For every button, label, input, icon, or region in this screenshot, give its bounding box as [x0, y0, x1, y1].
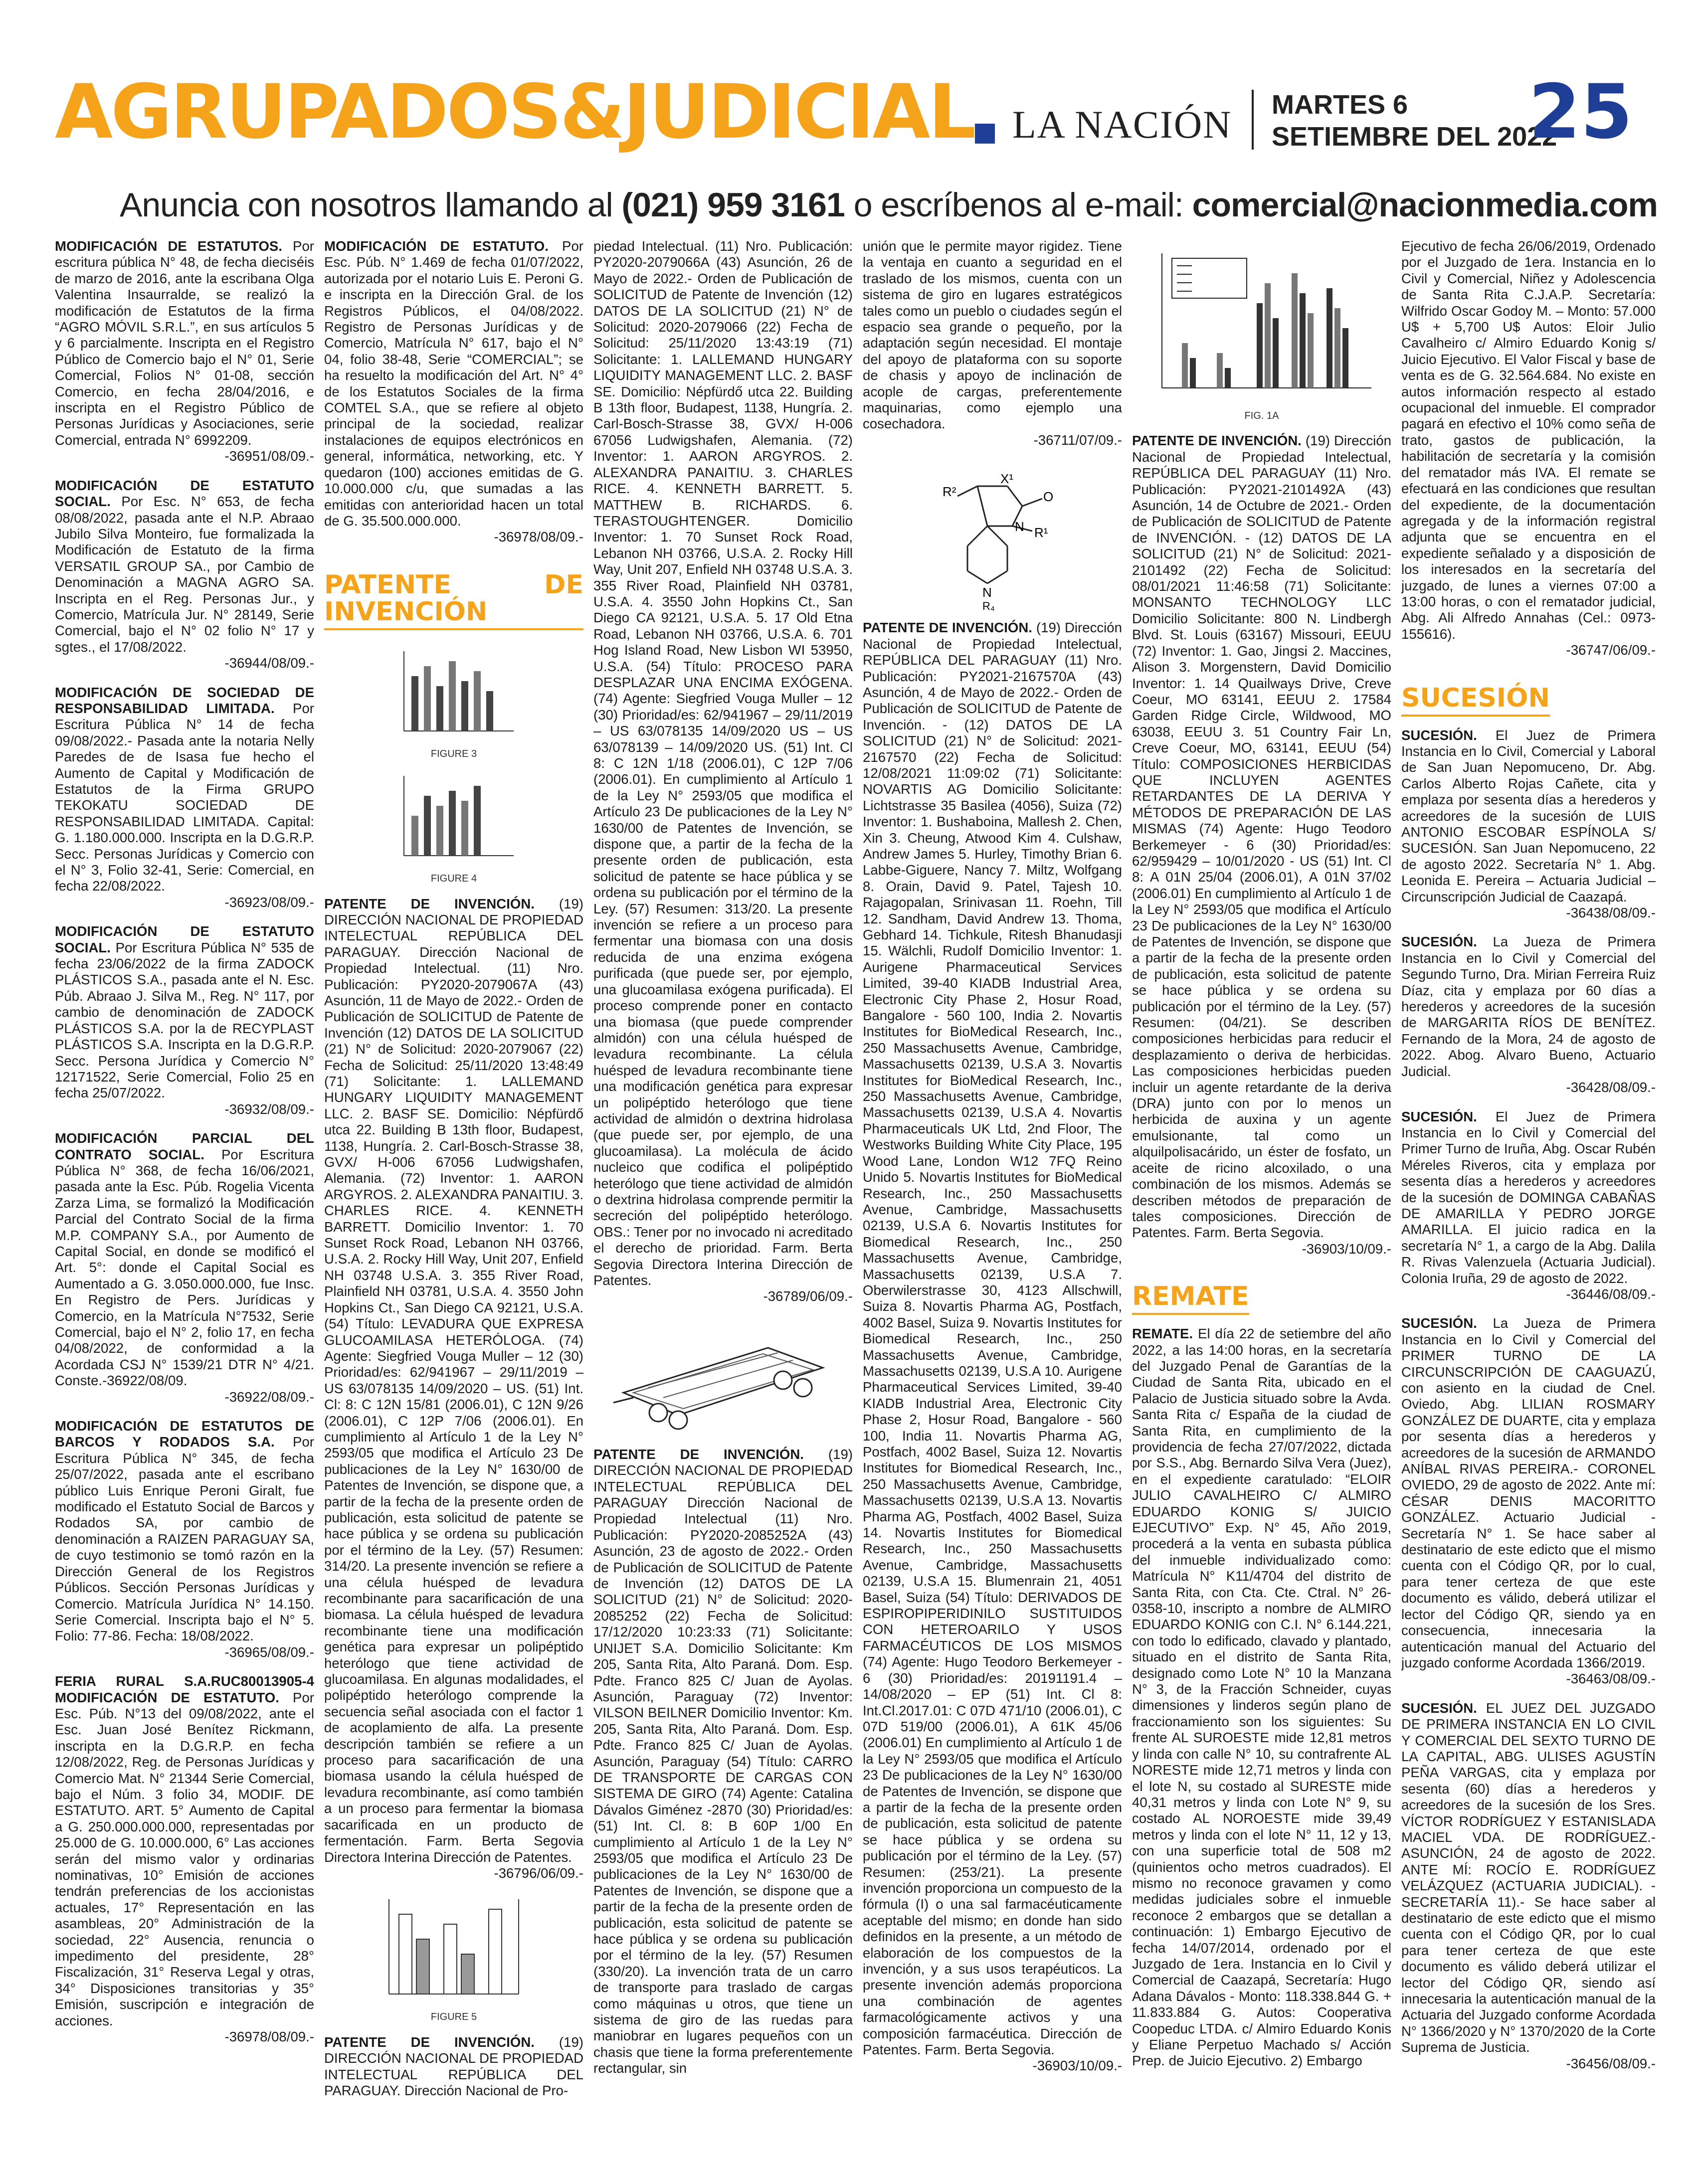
notice-body: (19) DIRECCIÓN NACIONAL DE PROPIEDAD INTELECTUAL REPÚBLICA DEL PARAGUAY Dirección Nacional de Propiedad Intelectual (11) Nro. Publicación: PY2020-2085252A (43) Asunción, 23 de agosto de 2022.- Orden de Publicación de SOLICITUD de Patente de Invención (12) DATOS DE LA SOLICITUD (21) N° de Solicitud: 2020-2085252 (22) Fecha de Solicitud: 17/12/2020 10:23:33 (71) Solicitante: UNIJET S.A. Domicilio Solicitante: Km 205, Santa Rita, Alto Paraná. Dom. Esp. Pdte. Franco 825 C/ Juan de Ayolas. Asunción, Paraguay (72) Inventor: VILSON BEILNER Domicilio Inventor: Km. 205, Santa Rita, Alto Paraná. Dom. Esp. Pdte. Franco 825 C/ Juan de Ayolas. Asunción, Paraguay (54) Título: CARRO DE TRANSPORTE DE CARGAS CON SISTEMA DE GIRO (74) Agente: Catalina Dávalos Giménez -2870 (30) Prioridad/es: (51) Int. Cl. 8: B 60P 1/00 En cumplimiento al Artículo 1 de la Ley N° 2593/05 que modifica el Artículo 23 De publicaciones de la Ley N° 1630/00 de Patentes de Invención, se dispone que a partir de la fecha de la presente orden de publicación, esta solicitud de patente se hace pública y se ordena su publicación por el término de la ley. (57) Resumen (330/20). La invención trata de un carro de transporte para traslado de cargas como máquinas u otros, que tiene un sistema de giro de las ruedas para maniobrar en lugares pequeños con un chasis que tiene la forma preferentemente rectangular, sin: [593, 1446, 853, 2076]
title-dot: [975, 124, 995, 144]
notice-body: piedad Intelectual. (11) Nro. Publicación: PY2020-2079066A (43) Asunción, 26 de Mayo de 2022.- Orden de Publicación de SOLICITUD de Patente de Invención (12) DATOS DE LA SOLICITUD (21) N° de Solicitud: 2020-2079066 (22) Fecha de Solicitud: 25/11/2020 13:43:19 (71) Solicitante: 1. LALLEMAND HUNGARY LIQUIDITY MANAGEMENT LLC. 2. BASF SE. Domicilio: Népfürdő utca 22. Building B 13th floor, Budapest, 1138, Hungría. 2. Carl-Bosch-Strasse 38, GVX/ H-006 67056 Ludwigshafen, Alemania. (72) Inventor: 1. AARON ARGYROS. 2. ALEXANDRA PANAITIU. 3. CHARLES RICE. 4. KENNETH BARRETT. 5. MATTHEW B. RICHARDS. 6. TERASTOUGHTENGER. Domicilio Inventor: 1. 70 Sunset Rock Road, Lebanon NH 03766, U.S.A. 2. Rocky Hill Way, Unit 207, Enfield NH 03748 U.S.A. 3. 355 River Road, Plainfield NH 03781, U.S.A. 4. 3550 John Hopkins Ct., San Diego CA 92121, U.S.A. 5. 17 Old Etna Road, Lebanon NH 03766, U.S.A. 6. 701 Hog Island Road, New Lisbon WI 53950, U.S.A. (54) Título: PROCESO PARA DESPLAZAR UNA ENCIMA EXÓGENA. (74) Agente: Siegfried Vouga Muller – 12 (30) Prioridad/es: 62/941967 – 29/11/2019 – US 63/078135 14/09/2020 US – US 63/078139 – 14/09/2020 US. (51) Int. Cl 8: C 12N 1/18 (2006.01), C 12P 7/06 (2006.01). En cumplimiento al Artículo 1 de la Ley N° 2593/05 que modifica el Artículo 23 De publicaciones de la Ley N° 1630/00 de Patentes de Invención, se dispone que, a partir de la fecha de la presente orden de publicación, esta solicitud de patente se hace pública y se ordena su publicación por el término de la Ley. (57) Resumen: 313/20. La presente invención se refiere a un proceso para fermentar una biomasa con una dosis reducida de una enzima exógena purificada (que puede ser, por ejemplo, una glucoamilasa exógena purificada). El proceso comprende poner en contacto una biomasa (que puede comprender almidón) con una célula huésped de levadura recombinante. La célula huésped de levadura recombinante tiene una modificación genética para expresar un polipéptido heterólogo que tiene actividad de almidón o dextrina hidrolasa (que puede ser, por ejemplo, de una glucoamilasa). La molécula de ácido nucleico que codifica el polipéptido heterólogo que tiene actividad de almidón o dextrina hidrolasa comprende permitir la secreción del polipéptido heterólogo. OBS.: Tener por no invocado ni acreditado el derecho de prioridad. Farm. Berta Segovia Directora Interina Dirección de Patentes.: [593, 238, 853, 1288]
notice-heading: SUCESIÓN.: [1401, 1108, 1477, 1124]
notice-ref: -36428/08/09.-: [1566, 1080, 1656, 1095]
notice-body: Por Esc. Púb. N°13 del 09/08/2022, ante el Esc. Juan José Benítez Rickmann, inscripta en la D.G.R.P. en fecha 12/08/2022, Reg. de Personas Jurídicas y Comercio Mat. N° 21344 Serie Comercial, bajo el Núm. 3 folio 34, MODIF. DE ESTATUTO. ART. 5° Aumento de Capital a G. 250.000.000.000, representadas por 25.000 de G. 10.000.000, 6° Las acciones serán del mismo valor y ordinarias nominativas, 10° Emisión de acciones tendrán preferencias de los accionistas actuales, 17° Representación en las asambleas, 20° Administración de la sociedad, 22° Ausencia, renuncia o impedimento del presidente, 28° Fiscalización, 31° Reserva Legal y otras, 34° Disposiciones transitorias y 35° Emisión, suscripción e integración de acciones.: [55, 1689, 314, 2028]
chem-label-x1: X¹: [1000, 471, 1013, 487]
notice-body: El día 22 de setiembre del año 2022, a las 14:00 horas, en la secretaría del Juzgado Penal de Garantías de la Ciudad de Santa Rita, ubicado en el Palacio de Justicia situado sobre la Avda. Santa Rita c/ España de la ciudad de Santa Rita, en cumplimiento de la providencia de fecha 27/07/2022, dictada por S.S., Abg. Bernardo Silva Vera (Juez), en el expediente caratulado: “ELOIR JULIO CAVALHEIRO C/ ALMIRO EDUARDO KONIG S/ JUICIO EJECUTIVO” Exp. N° 45, Año 2019, procederá a la venta en subasta pública del inmueble individualizado como: Matrícula N° K11/4704 del distrito de Santa Rita, con Cta. Cte. Ctral. N° 26-0358-10, inscripto a nombre de ALMIRO EDUARDO KONIG con C.I. N° 6.144.221, con todo lo edificado, clavado y plantado, situado en el distrito de Santa Rita, designado como Lote N° 10 la Manzana N° 3, de la Fracción Schneider, cuyas dimensiones y linderos según plano de fraccionamiento son los siguientes: Su frente AL SUROESTE mide 12,81 metros y linda con calle N° 10, su contrafrente AL NORESTE mide 12,71 metros y linda con el lote N, su costado al SURESTE mide 40,31 metros y linda con Lote N° 9, su costado AL NOROESTE mide 39,49 metros y linda con el lote N° 11, 12 y 13, con una superficie total de 508 m2 (quinientos ocho metros cuadrados). El mismo no reconoce gravamen y como medidas judiciales sobre el inmueble reconoce 2 embargos que se detallan a continuación: 1) Embargo Ejecutivo de fecha 14/07/2014, ordenado por el Juzgado de 1era. Instancia en lo Civil y Comercial de Caazapá, Secretaría: Hugo Adana Dávalos - Monto: 118.338.844 G. + 11.833.884 G. Autos: Cooperativa Coopeduc LTDA. c/ Almiro Eduardo Konis y Eliane Perpetuo Machado s/ Acción Prep. de Juicio Ejecutivo. 2) Embargo: [1132, 1326, 1391, 2069]
banner-prefix: Anuncia con nosotros llamando al: [120, 186, 622, 224]
column-5: [1132, 238, 1391, 2148]
chemical-structure: [913, 461, 1072, 611]
column-1: [55, 238, 314, 2148]
notice-patente-enzima: [593, 238, 853, 1305]
figure-5: [369, 1894, 539, 2025]
notice-entry: [55, 923, 314, 1117]
figure-3-caption: FIGURE 3: [430, 748, 477, 759]
notice-heading: REMATE.: [1132, 1326, 1193, 1342]
chemical-structure-drawing: [913, 461, 1072, 611]
figure-1a-caption: FIG. 1A: [1244, 410, 1279, 421]
issue-month-year: SETIEMBRE DEL 2022: [1272, 122, 1557, 152]
notice-heading: SUCESIÓN.: [1401, 727, 1477, 743]
notice-ref: -36951/08/09.-: [224, 448, 314, 464]
notice-body: Por Escritura Pública N° 368, de fecha 16/06/2021, pasada ante la Esc. Púb. Rogelia Vicenta Zarza Lima, se formalizó la Modificación Parcial del Contrato Social de la firma M.P. COMPANY S.A., por Aumento de Capital Social, en donde se modificó el Art. 5°: donde el Capital Social es Aumentado a G. 3.050.000.000, fue Insc. En Registro de Pers. Jurídicas y Comercio, en la Matrícula N°7532, Serie Comercial, bajo el N° 2, folio 17, en fecha 04/08/2022, de conformidad a la Acordada CSJ N° 1539/21 DTR N° 4/21. Conste.-36922/08/09.: [55, 1146, 314, 1389]
figure-3: [389, 646, 519, 762]
notice-heading: SUCESIÓN.: [1401, 1315, 1477, 1331]
notice-ref: -36903/10/09.-: [1302, 1241, 1391, 1257]
notice-body: Por Esc. N° 653, de fecha 08/08/2022, pasada ante el N.P. Abraao Jubilo Silva Monteiro, fue formalizada la Modificación de Estatuto de la firma VERSATIL GROUP SA., por Cambio de Denominación a MAGNA AGRO SA. Inscripta en el Reg. Personas Jur., y Comercio, Matrícula Jur. N° 28149, Serie Comercial, bajo el N° 02 folio N° 17 y sgtes., el 17/08/2022.: [55, 494, 314, 655]
figure-5-chart: [369, 1894, 539, 2009]
figure-3-chart: [389, 646, 519, 746]
notice-ref: -36456/08/09.-: [1566, 2055, 1656, 2071]
section-title: AGRUPADOS&JUDICIAL: [55, 69, 974, 156]
notice-body: (19) DIRECCIÓN NACIONAL DE PROPIEDAD INTELECTUAL REPÚBLICA DEL PARAGUAY. Dirección Nacional de Propiedad Intelectual. (11) Nro. Publicación: PY2020-2079067A (43) Asunción, 11 de Mayo de 2022.- Orden de Publicación de SOLICITUD de Patente de Invención (12) DATOS DE LA SOLICITUD (21) N° de Solicitud: 2020-2079067 (22) Fecha de Solicitud: 25/11/2020 13:48:49 (71) Solicitante: 1. LALLEMAND HUNGARY LIQUIDITY MANAGEMENT LLC. 2. BASF SE. Domicilio: Népfürdő utca 22. Building B 13th floor, Budapest, 1138, Hungría. 2. Carl-Bosch-Strasse 38, GVX/ H-006 67056 Ludwigshafen, Alemania. (72) Inventor: 1. AARON ARGYROS. 2. ALEXANDRA PANAITIU. 3. CHARLES RICE. 4. KENNETH BARRETT. Domicilio Inventor: 1. 70 Sunset Rock Road, Lebanon NH 03766, U.S.A. 2. Rocky Hill Way, Unit 207, Enfield NH 03748 U.S.A. 3. 355 River Road, Plainfield NH 03781, U.S.A. 4. 3550 John Hopkins Ct., San Diego CA 92121, U.S.A. (54) Título: LEVADURA QUE EXPRESA GLUCOAMILASA HETERÓLOGA. (74) Agente: Siegfried Vouga Muller – 12 (30) Prioridad/es: 62/941967 – 29/11/2019 – US 63/078135 14/09/2020 – US. (51) Int. Cl: 8: C 12N 15/81 (2006.01), C 12N 9/26 (2006.01), C 12P 7/06 (2006.01). En cumplimiento al Artículo 1 de la Ley N° 2593/05 que modifica el Artículo 23 De publicaciones de la Ley N° 1630/00 de Patentes de Invención, se dispone que, a partir de la fecha de la presente orden de publicación, esta solicitud de patente se hace pública y se ordena su publicación por el término de la Ley. (57) Resumen: 314/20. La presente invención se refiere a una célula huésped de levadura recombinante para sacarificación de una biomasa. La célula huésped de levadura recombinante tiene una modificación genética para expresar un polipéptido heterólogo que tiene actividad de glucoamilasa. En algunas modalidades, el polipéptido heterólogo comprende la secuencia señal asociada con el factor 1 de acoplamiento de alfa. La presente descripción también se refiere a un proceso para sacarificación de una biomasa usando la célula huésped de levadura recombinante, así como también a un proceso para fermentar la biomasa sacarificada en un producto de fermentación. Farm. Berta Segovia Directora Interina Dirección de Patentes.: [324, 896, 583, 1865]
column-4: [863, 238, 1122, 2148]
notice-entry: [1401, 238, 1656, 659]
notice-ref: -36711/07/09.-: [1033, 432, 1122, 448]
notice-heading: PATENTE DE INVENCIÓN.: [593, 1446, 804, 1462]
notice-ref: -36965/08/09.-: [224, 1644, 314, 1660]
notice-body: Por Esc. Púb. N° 1.469 de fecha 01/07/2022, autorizada por el notario Luis E. Peroni G. e inscripta en la Dirección Gral. de los Registros Públicos, el 04/08/2022. Registro de Personas Jurídicas y de Comercio, Matrícula N° 617, bajo el N° 04, folio 38-48, Serie “COMERCIAL”; se ha resuelto la modificación del Art. N° 4° de los Estatutos Sociales de la firma COMTEL S.A., que se refiere al objeto principal de la sociedad, realizar instalaciones de equipos electrónicos en general, informática, networking, etc. Y quedaron (100) acciones emitidas de G. 10.000.000 c/u, que sumadas a las emitidas con anterioridad hacen un total de G. 35.500.000.000.: [324, 238, 583, 529]
banner-phone: (021) 959 3161: [621, 186, 845, 224]
notice-entry: [55, 1418, 314, 1660]
notice-heading: PATENTE DE INVENCIÓN.: [1132, 433, 1302, 449]
notice-entry: [1401, 727, 1656, 921]
figure-4-chart: [389, 771, 519, 871]
chem-label-n-ring: N: [982, 585, 992, 600]
chem-label-r2: R²: [943, 484, 956, 500]
figure-4: [389, 771, 519, 887]
notice-patente-monsanto: [1132, 433, 1391, 1257]
notice-ref: -36923/08/09.-: [224, 894, 314, 910]
notice-entry: [55, 478, 314, 672]
notice-ref: -36903/10/09.-: [1032, 2058, 1122, 2074]
chem-label-r4: R₄: [982, 600, 995, 611]
notice-patente-continua: [324, 2034, 583, 2099]
figure-5-caption: FIGURE 5: [430, 2011, 477, 2023]
notice-ref: -36978/08/09.-: [494, 529, 583, 545]
notice-heading: MODIFICACIÓN DE ESTATUTO SOCIAL.: [55, 923, 314, 955]
masthead: [55, 69, 1651, 175]
notice-entry: [1401, 1315, 1656, 1687]
notice-body: unión que le permite mayor rigidez. Tiene la ventaja en cuanto a seguridad en el traslado de los mismos, cuenta con un sistema de giro en lugares estratégicos tales como un pueblo o ciudades según el espacio sea grande o pequeño, por la adaptación según necesidad. El montaje del apoyo de plataforma con su soporte de chasis y apoyo de inclinación de acople de cargas, preferentemente maquinarias, como ejemplo una cosechadora.: [863, 238, 1122, 432]
figure-4-caption: FIGURE 4: [430, 873, 477, 885]
notice-heading: MODIFICACIÓN DE ESTATUTO.: [324, 238, 549, 254]
notice-comtel: [324, 238, 583, 545]
notice-patente-carro: [593, 1447, 853, 2077]
chem-label-r1: R¹: [1034, 525, 1048, 541]
notice-ref: -36922/08/09.-: [224, 1389, 314, 1405]
notice-ref: -36796/06/09.-: [494, 1865, 583, 1881]
notice-heading: SUCESIÓN.: [1401, 934, 1477, 950]
notice-heading: MODIFICACIÓN DE ESTATUTO SOCIAL.: [55, 477, 314, 510]
notice-body: El Juez de Primera Instancia en lo Civil y Comercial del Primer Turno de Iruña, Abg. Oscar Rubén Méreles Riveros, cita y emplaza por sesenta días a herederos y acreedores de la sucesión de DOMINGA CABAÑAS DE AMARILLA Y PEDRO JORGE AMARILLA. El juicio radica en la secretaría N° 1, a cargo de la Abg. Dalila R. Rivas Valenzuela (Actuaria Judicial). Colonia Iruña, 29 de agosto de 2022.: [1401, 1108, 1656, 1286]
column-2: [324, 238, 583, 2148]
notice-body: La Jueza de Primera Instancia en lo Civil y Comercial del PRIMER TURNO DE LA CIRCUNSCRIPCIÓN DE CAAGUAZÚ, con asiento en la ciudad de Cnel. Oviedo, Abg. LILIAN ROSMARY GONZÁLEZ DE DUARTE, cita y emplaza por sesenta días a herederos y acreedores de la sucesión de ARMANDO ANÍBAL RIVAS PEREIRA.- CORONEL OVIEDO, 29 de agosto de 2022. Ante mí: CÉSAR DENIS MACORITTO GONZÁLEZ. Actuario Judicial - Secretaría N° 1. Se hace saber al destinatario de este edicto que el mismo cuenta con el Código QR, por lo cual, para tener certeza de que este documento es válido, deberá utilizar el lector del Código QR, siendo ya en consecuencia, innecesaria la autenticación manual del Actuario del juzgado conforme Acordada 1366/2019.: [1401, 1315, 1656, 1670]
notice-heading: MODIFICACIÓN DE ESTATUTOS.: [55, 238, 282, 254]
notice-body: Por Escritura Pública N° 535 de fecha 23/06/2022 de la firma ZADOCK PLÁSTICOS S.A., pasada ante el N. Esc. Púb. Abraao J. Silva M., Reg. N° 117, por cambio de denominación de ZADOCK PLÁSTICOS S.A. por la de RECYPLAST PLÁSTICOS S.A. Inscripta en la D.G.R.P. Secc. Persona Jurídica y Comercio N° 12171522, Serie Comercial, Folio 25 en fecha 25/07/2022.: [55, 939, 314, 1101]
notice-heading: MODIFICACIÓN PARCIAL DEL CONTRATO SOCIAL.: [55, 1130, 314, 1162]
notice-heading: SUCESIÓN.: [1401, 1700, 1477, 1716]
section-header-sucesion: SUCESIÓN: [1401, 685, 1550, 717]
notice-remate: [1132, 1326, 1391, 2069]
chem-label-n: N: [1015, 519, 1024, 535]
notice-entry: [1401, 1700, 1656, 2072]
banner-email: comercial@nacionmedia.com: [1192, 186, 1658, 224]
cart-drawing: [603, 1318, 843, 1438]
notice-entry: [55, 1130, 314, 1405]
notice-ref: -36944/08/09.-: [224, 655, 314, 671]
notice-body: Por escritura pública N° 48, de fecha dieciséis de marzo de 2016, ante la escribana Olga Valentina Insaurralde, se realizó la modificación de Estatutos de la firma “AGRO MÓVIL S.R.L.”, en sus artículos 5 y 6 parcialmente. Inscripta en el Registro Público de Comercio bajo el N° 01, Serie Comercial, Folios N° 01-08, sección Comercio, en fecha 28/04/2016, e inscripta en el Registro Público de Personas Jurídicas y Asociaciones, serie Comercial, entrada N° 6992209.: [55, 238, 314, 448]
page-number: 25: [1528, 69, 1633, 156]
issue-day: MARTES 6: [1272, 90, 1408, 120]
notice-body: EL JUEZ DEL JUZGADO DE PRIMERA INSTANCIA EN LO CIVIL Y COMERCIAL DEL SEXTO TURNO DE LA CAPITAL, ABG. ULISES AGUSTÍN PEÑA VARGAS, cita y emplaza por sesenta (60) días a herederos y acreedores de la sucesión de los Sres. VÍCTOR RODRÍGUEZ Y ESTANISLADA MACIEL VDA. DE RODRÍGUEZ.- ASUNCIÓN, 24 de agosto de 2022. ANTE MÍ: ROCÍO E. RODRÍGUEZ VELÁZQUEZ (ACTUARIA JUDICIAL). -SECRETARÍA 11).- Se hace saber al destinatario de este edicto que el mismo cuenta con el Código QR, por lo cual para tener certeza de que este documento es válido deberá utilizar el lector del Código QR, siendo así innecesaria la autenticación manual de la Actuaria del Juzgado conforme Acordada N° 1366/2020 y N° 1370/2020 de la Corte Suprema de Justicia.: [1401, 1700, 1656, 2055]
notice-patente-levadura: [324, 896, 583, 1882]
notice-body: Ejecutivo de fecha 26/06/2019, Ordenado por el Juzgado de 1era. Instancia en lo Civil y Comercial, Niñez y Adolescencia de Santa Rita C.J.A.P. Secretaría: Wilfrido Oscar Godoy M. – Monto: 57.000 U$ + 5,700 U$ Autos: Eloir Julio Cavalheiro c/ Almiro Eduardo Konig s/ Juicio Ejecutivo. El Valor Fiscal y base de venta es de G. 32.564.684. No existe en autos información respecto al estado ocupacional del inmueble. El comprador pagará en efectivo el 10% como seña de trato, gastos de publicación, la habilitación de secretaría y la comisión del rematador más IVA. El remate se efectuará en las condiciones que resultan del expediente, de la documentación agregada y de la información registral adjunta que se encuentra en el expediente señalado y a disposición de los interesados en la secretaría del juzgado, de lunes a viernes 07:00 a 13:00 horas, o con el rematador judicial, Abg. Ali Alfredo Annahas (Cel.: 0973-155616).: [1401, 238, 1656, 642]
masthead-divider: [1252, 90, 1254, 150]
banner-middle: o escríbenos al e-mail:: [844, 186, 1192, 224]
notice-entry: [55, 238, 314, 465]
notice-ref: -36446/08/09.-: [1566, 1286, 1656, 1302]
column-6: [1401, 238, 1656, 2148]
figure-1a-chart: [1142, 243, 1381, 408]
advertising-banner: [120, 185, 1658, 224]
figure-1a: [1142, 243, 1381, 424]
notice-ref: -36789/06/09.-: [763, 1288, 853, 1304]
notice-heading: PATENTE DE INVENCIÓN.: [324, 896, 535, 911]
section-header-patente: PATENTE DE INVENCIÓN: [324, 571, 583, 630]
newspaper-brand: LA NACIÓN: [1012, 103, 1232, 146]
notice-body: El Juez de Primera Instancia en lo Civil, Comercial y Laboral de San Juan Nepomuceno, Dr. Abg. Carlos Alberto Rojas Cañete, cita y emplaza por sesenta días a herederos y acreedores de la sucesión de LUIS ANTONIO ESCOBAR ESPÍNOLA S/ SUCESIÓN. San Juan Nepomuceno, 22 de agosto 2022. Secretaría N° 1. Abg. Leonida E. Pereira – Actuaria Judicial – Circunscripción Judicial de Caazapá.: [1401, 727, 1656, 905]
notice-entry: [1401, 934, 1656, 1095]
notice-body: (19) DIRECCIÓN NACIONAL DE PROPIEDAD INTELECTUAL REPÚBLICA DEL PARAGUAY. Dirección Nacional de Pro-: [324, 2034, 583, 2098]
notice-body: (19) Dirección Nacional de Propiedad Intelectual, REPÚBLICA DEL PARAGUAY (11) Nro. Publicación: PY2021-2101492A (43) Asunción, 14 de Octubre de 2021.- Orden de Publicación de SOLICITUD de Patente de INVENCIÓN. - (12) DATOS DE LA SOLICITUD (21) N° de Solicitud: 2021-2101492 (22) Fecha de Solicitud: 08/01/2021 11:46:58 (71) Solicitante: MONSANTO TECHNOLOGY LLC Domicilio Solicitante: 800 N. Lindbergh Blvd. St. Louis (63167) Missouri, EEUU (72) Inventor: 1. Gao, Jingsi 2. Maccines, Alison 3. Morgenstern, David Domicilio Inventor: 1. 14 Quailways Drive, Creve Coeur, MO 63141, EEUU 2. 17584 Garden Ridge Circle, Wildwood, MO 63038, EEUU 3. 51 Country Fair Ln, Creve Coeur, MO, 63141, EEUU (54) Título: COMPOSICIONES HERBICIDAS QUE INCLUYEN AGENTES RETARDANTES DE LA DERIVA Y MÉTODOS DE PREPARACIÓN DE LAS MISMAS (74) Agente: Hugo Teodoro Berkemeyer - 6 (30) Prioridad/es: 62/959429 – 10/01/2020 - US (51) Int. Cl 8: A 01N 25/04 (2006.01), A 01N 37/02 (2006.01) En cumplimiento al Artículo 1 de la Ley N° 2593/05 que modifica el Artículo 23 De publicaciones de la Ley N° 1630/00 de Patentes de Invención, se dispone que a partir de la fecha de la presente orden de publicación, esta solicitud de patente se hace pública y se ordena su publicación por el término de la Ley. (57) Resumen: (04/21). Se describen composiciones herbicidas para reducir el desplazamiento o deriva de herbicidas. Las composiciones herbicidas pueden incluir un agente retardante de la deriva (DRA) junto con por lo menos un herbicida de auxina y un agente emulsionante, tal como un alquilpolisacárido, un éster de fosfato, un aceite de ricino alcoxilado, o una combinación de los mismos. Además se describen métodos de preparación de tales composiciones. Dirección de Patentes. Farm. Berta Segovia.: [1132, 433, 1391, 1241]
notice-body: Por Escritura Pública N° 14 de fecha 09/08/2022.- Pasada ante la notaria Nelly Paredes de de Isasa fue hecho el Aumento de Capital y Modificación de Estatutos de la Firma GRUPO TEKOKATU SOCIEDAD DE RESPONSABILIDAD LIMITADA. Capital: G. 1.180.000.000. Inscripta en la D.G.R.P. Secc. Personas Jurídicas y Comercio con el N° 3, Folio 32-41, Serie: Comercial, en fecha 22/08/2022.: [55, 700, 314, 894]
notice-body: Por Escritura Pública N° 345, de fecha 25/07/2022, pasada ante el escribano público Luis Enrique Peroni Giralt, fue modificado el Estatuto Social de Barcos y Rodados SA, por cambio de denominación a RAIZEN PARAGUAY SA, de cuyo testimonio se tomó razón en la Dirección General de los Registros Públicos. Sección Personas Jurídicas y Comercio. Matrícula Jurídica N° 14.150. Serie Comercial. Inscripta bajo el N° 5. Folio: 77-86. Fecha: 18/08/2022.: [55, 1434, 314, 1644]
notice-patente-novartis: [863, 620, 1122, 2074]
notice-ref: -36978/08/09.-: [224, 2029, 314, 2045]
notice-entry: [55, 1673, 314, 2045]
notice-ref: -36438/08/09.-: [1566, 905, 1656, 921]
notice-body: La Jueza de Primera Instancia en lo Civil y Comercial del Segundo Turno, Dra. Mirian Ferreira Ruiz Díaz, cita y emplaza por 60 días a herederos y acreedores de la sucesión de MARGARITA RÍOS DE BENÍTEZ. Fernando de la Mora, 24 de agosto de 2022. Abog. Alvaro Bueno, Actuario Judicial.: [1401, 934, 1656, 1079]
notice-carro-continua: [863, 238, 1122, 448]
section-header-remate: REMATE: [1132, 1283, 1249, 1315]
notice-ref: -36932/08/09.-: [224, 1101, 314, 1117]
cart-illustration: [603, 1318, 843, 1438]
issue-date: [1272, 89, 1557, 153]
notice-heading: MODIFICACIÓN DE SOCIEDAD DE RESPONSABILIDAD LIMITADA.: [55, 684, 314, 716]
notice-entry: [55, 685, 314, 911]
notice-ref: -36747/06/09.-: [1566, 642, 1656, 658]
notice-body: (19) Dirección Nacional de Propiedad Intelectual, REPÚBLICA DEL PARAGUAY (11) Nro. Publicación: PY2021-2167570A (43) Asunción, 4 de Mayo de 2022.- Orden de Publicación de SOLICITUD de Patente de Invención. - (12) DATOS DE LA SOLICITUD (21) N° de Solicitud: 2021-2167570 (22) Fecha de Solicitud: 12/08/2021 11:09:02 (71) Solicitante: NOVARTIS AG Domicilio Solicitante: Lichtstrasse 35 Basilea (4056), Suiza (72) Inventor: 1. Bushaboina, Mallesh 2. Chen, Xin 3. Cheung, Atwood Kim 4. Culshaw, Andrew James 5. Hurley, Timothy Brian 6. Labbe-Giguere, Nancy 7. Miltz, Wolfgang 8. Orain, David 9. Patel, Tajesh 10. Rajagopalan, Srinivasan 11. Roehn, Till 12. Sandham, David Andrew 13. Thoma, Gebhard 14. Tichkule, Ritesh Bhanudasji 15. Wälchli, Rudolf Domicilio Inventor: 1. Aurigene Pharmaceutical Services Limited, 39-40 KIADB Industrial Area, Electronic City Phase 2, Hosur Road, Bangalore - 560 100, India 2. Novartis Institutes for BioMedical Research, Inc., 250 Massachusetts Avenue, Cambridge, Massachusetts 02139, U.S.A 3. Novartis Institutes for BioMedical Research, Inc., 250 Massachusetts Avenue, Cambridge, Massachusetts 02139, U.S.A 4. Novartis Pharmaceuticals UK Ltd, 2nd Floor, The Westworks Building White City Place, 195 Wood Lane, London W12 7FQ Reino Unido 5. Novartis Institutes for BioMedical Research, Inc., 250 Massachusetts Avenue, Cambridge, Massachusetts 02139, U.S.A 6. Novartis Institutes for Biomedical Research, Inc., 250 Massachusetts Avenue, Cambridge, Massachusetts 02139, U.S.A 7. Oberwilerstrasse 30, 4123 Allschwill, Suiza 8. Novartis Pharma AG, Postfach, 4002 Basel, Suiza 9. Novartis Institutes for Biomedical Research, Inc., 250 Massachusetts Avenue, Cambridge, Massachusetts 02139, U.S.A 10. Aurigene Pharmaceutical Services Limited, 39-40 KIADB Industrial Area, Electronic City Phase 2, Hosur Road, Bangalore - 560 100, India 11. Novartis Pharma AG, Postfach, 4002 Basel, Suiza 12. Novartis Institutes for Biomedical Research, Inc., 250 Massachusetts Avenue, Cambridge, Massachusetts 02139, U.S.A 13. Novartis Pharma AG, Postfach, 4002 Basel, Suiza 14. Novartis Institutes for Biomedical Research, Inc., 250 Massachusetts Avenue, Cambridge, Massachusetts 02139, U.S.A 15. Blumenrain 21, 4051 Basel, Suiza (54) Título: DERIVADOS DE ESPIROPIPERIDINILO SUSTITUIDOS CON HETEROARILO Y USOS FARMACÉUTICOS DE LOS MISMOS (74) Agente: Hugo Teodoro Berkemeyer - 6 (30) Prioridad/es: 20191191.4 – 14/08/2020 – EP (51) Int. Cl 8: Int.Cl.2017.01: C 07D 471/10 (2006.01), C 07D 519/00 (2006.01), A 61K 45/06 (2006.01) En cumplimiento al Artículo 1 de la Ley N° 2593/05 que modifica el Artículo 23 De publicaciones de la Ley N° 1630/00 de Patentes de Invención, se dispone que a partir de la fecha de la presente orden de publicación, esta solicitud de patente se hace pública y se ordena su publicación por el término de la Ley. (57) Resumen: (253/21). La presente invención proporciona un compuesto de la fórmula (I) o una sal farmacéuticamente aceptable del mismo; en donde han sido definidos en la presente, a un método de elaboración de los compuestos de la invención, y a sus usos terapéuticos. La presente invención además proporciona una combinación de agentes farmacológicamente activos y una composición farmacéutica. Dirección de Patentes. Farm. Berta Segovia.: [863, 620, 1122, 2058]
notice-heading: PATENTE DE INVENCIÓN.: [324, 2034, 535, 2050]
chem-label-o: O: [1043, 489, 1054, 505]
notice-ref: -36463/08/09.-: [1566, 1671, 1656, 1687]
notice-heading: PATENTE DE INVENCIÓN.: [863, 620, 1032, 636]
notice-heading: MODIFICACIÓN DE ESTATUTOS DE BARCOS Y RODADOS S.A.: [55, 1418, 314, 1450]
notice-entry: [1401, 1109, 1656, 1303]
notice-heading: FERIA RURAL S.A.RUC80013905-4 MODIFICACIÓN DE ESTATUTO.: [55, 1673, 314, 1705]
column-3: [593, 238, 853, 2148]
